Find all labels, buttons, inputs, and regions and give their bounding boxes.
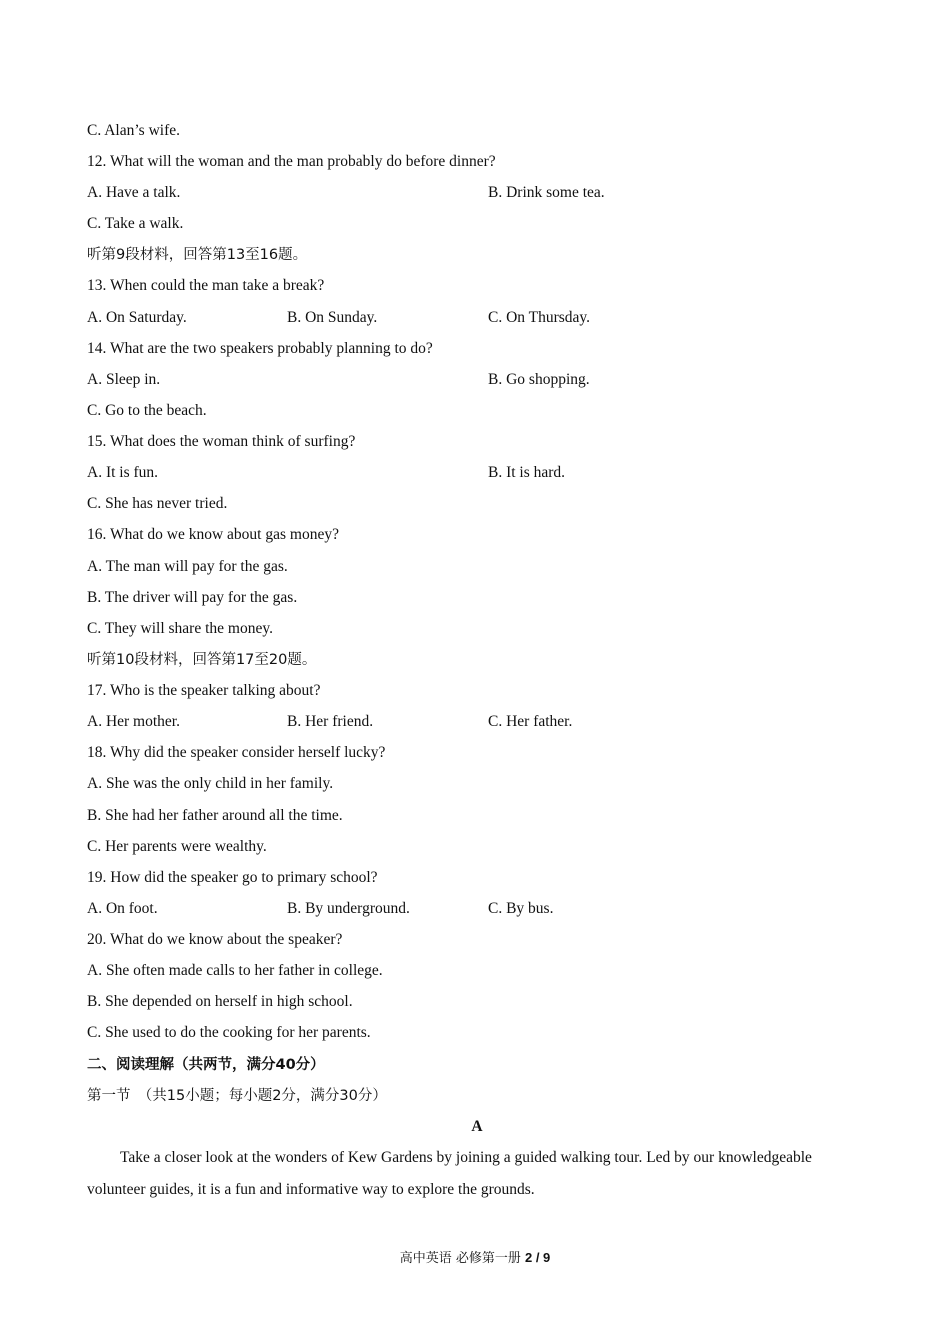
- footer-title: 高中英语 必修第一册: [399, 1251, 521, 1266]
- option-b: B. Her friend.: [287, 713, 374, 730]
- option-a: A. It is fun.: [87, 464, 159, 481]
- question-17: 17. Who is the speaker talking about?: [87, 682, 321, 699]
- option-c: C. She has never tried.: [87, 495, 228, 512]
- option-b: B. On Sunday.: [287, 309, 378, 326]
- question-13: 13. When could the man take a break?: [87, 277, 325, 294]
- passage-paragraph: Take a closer look at the wonders of Kew Gardens by joining a guided walking tour. Led by our knowledgeable volunteer guides, it is a fun and informative way to explore the grounds.: [87, 1149, 812, 1198]
- option-b: B. Go shopping.: [488, 371, 590, 388]
- option-c: C. Take a walk.: [87, 215, 184, 232]
- part-heading: 二、阅读理解（共两节，满分40分）: [87, 1057, 325, 1073]
- question-20: 20. What do we know about the speaker?: [87, 931, 343, 948]
- option-a: A. Have a talk.: [87, 184, 181, 201]
- option-line: [87, 121, 867, 141]
- option-a: A. She was the only child in her family.: [87, 775, 334, 792]
- option-a: A. Her mother.: [87, 713, 180, 730]
- section-instruction-9: 听第9段材料，回答第13至16题。: [87, 247, 308, 263]
- section-instruction-10: 听第10段材料，回答第17至20题。: [87, 652, 317, 668]
- question-14: 14. What are the two speakers probably planning to do?: [87, 340, 433, 357]
- option-c: C. On Thursday.: [488, 309, 591, 326]
- option-a: A. The man will pay for the gas.: [87, 558, 288, 575]
- option-c: C. Her parents were wealthy.: [87, 838, 267, 855]
- section-heading: 第一节 （共15小题；每小题2分，满分30分）: [87, 1088, 387, 1104]
- option-a: A. She often made calls to her father in college.: [87, 962, 383, 979]
- option-a: A. Sleep in.: [87, 371, 161, 388]
- option-a: A. On foot.: [87, 900, 158, 917]
- option-b: B. The driver will pay for the gas.: [87, 589, 298, 606]
- option-b: B. She depended on herself in high school.: [87, 993, 353, 1010]
- option-c: C. Her father.: [488, 713, 573, 730]
- option-text: C. Alan’s wife.: [87, 122, 180, 139]
- question-19: 19. How did the speaker go to primary school?: [87, 869, 378, 886]
- option-a: A. On Saturday.: [87, 309, 187, 326]
- question-15: 15. What does the woman think of surfing?: [87, 433, 356, 450]
- option-b: B. By underground.: [287, 900, 410, 917]
- option-c: C. Go to the beach.: [87, 402, 207, 419]
- question-18: 18. Why did the speaker consider herself lucky?: [87, 744, 386, 761]
- option-b: B. It is hard.: [488, 464, 566, 481]
- passage-label: A: [471, 1118, 483, 1135]
- option-c: C. They will share the money.: [87, 620, 273, 637]
- option-c: C. By bus.: [488, 900, 554, 917]
- page-number: 2 / 9: [524, 1250, 551, 1265]
- option-b: B. Drink some tea.: [488, 184, 605, 201]
- question-12: 12. What will the woman and the man probably do before dinner?: [87, 153, 496, 170]
- option-c: C. She used to do the cooking for her parents.: [87, 1024, 371, 1041]
- question-16: 16. What do we know about gas money?: [87, 526, 339, 543]
- option-b: B. She had her father around all the time.: [87, 807, 343, 824]
- page-footer: [0, 1247, 950, 1266]
